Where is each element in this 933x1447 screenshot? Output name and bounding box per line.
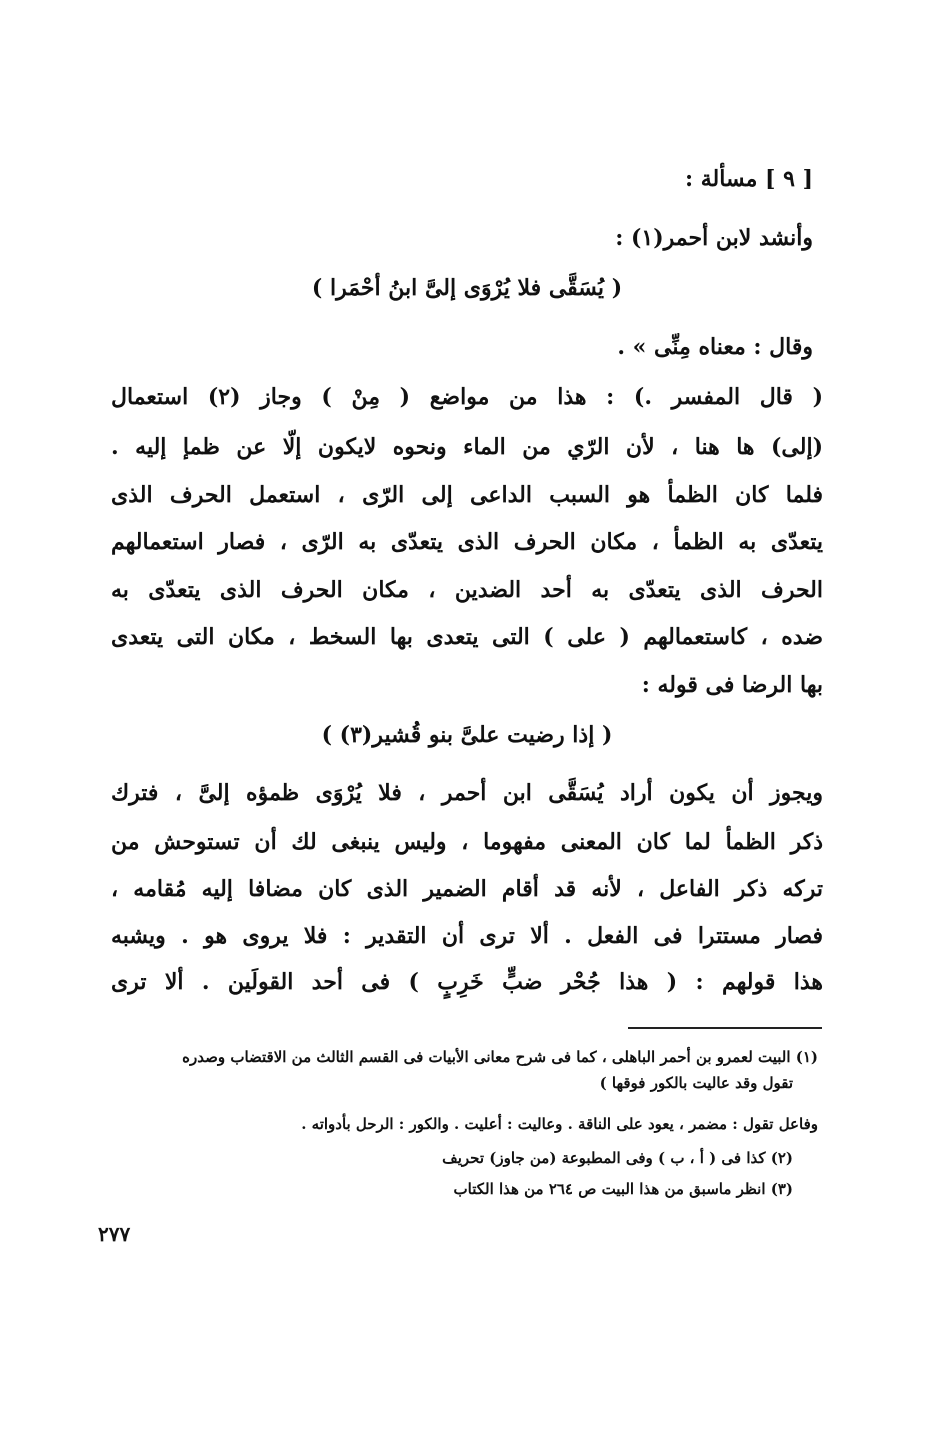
section-heading: [ ٩ ] مسألة : [684,166,813,192]
paragraph-line: فصار مستترا فى الفعل . ألا ترى أن التقدير : فلا يروى هو . ويشبه [111,923,823,949]
said-line: وقال : معناه مِنِّى » . [617,334,813,360]
paragraph-line: تركه ذكر الفاعل ، لأنه قد أقام الضمير الذى كان مضافا إليه مُقامه ، [111,876,823,902]
footnote-line: (٣) انظر ماسبق من هذا البيت ص ٢٦٤ من هذا الكتاب [453,1180,793,1198]
paragraph-line: ( قال المفسر .) : هذا من مواضع ( مِنْ ) وجاز (٢) استعمال [111,384,823,410]
footnote-line: (١) البيت لعمرو بن أحمر الباهلى ، كما فى شرح معانى الأبيات فى القسم الثالث من الاقتضاب وصدره [182,1048,818,1066]
footnote-line: وفاعل تقول : مضمر ، يعود على الناقة . وعاليت : أعليت . والكور : الرحل بأدواته . [301,1115,818,1133]
paragraph-line: بها الرضا فى قوله : [641,672,823,698]
paragraph-line: (إلى) ها هنا ، لأن الرّي من الماء ونحوه لايكون إلّا عن ظمإ إليه . [111,434,823,460]
footnote-divider [628,1027,822,1029]
intro-line: وأنشد لابن أحمر(١) : [615,225,813,251]
paragraph-line: ذكر الظمأ لما كان المعنى مفهوما ، وليس ينبغى لك أن تستوحش من [111,829,823,855]
verse-quote: ( يُسَقَّى فلا يُرْوَى إلىَّ ابنُ أحْمَرا ) [311,275,623,301]
paragraph-line: ويجوز أن يكون أراد يُسَقَّى ابن أحمر ، فلا يُرْوَى ظمؤه إلىَّ ، فترك [111,780,823,806]
paragraph-line: الحرف الذى يتعدّى به أحد الضدين ، مكان الحرف الذى يتعدّى به [111,577,823,603]
paragraph-line: يتعدّى به الظمأ ، مكان الحرف الذى يتعدّى به الرّى ، فصار استعمالهم [111,529,823,555]
paragraph-line: فلما كان الظمأ هو السبب الداعى إلى الرّى ، استعمل الحرف الذى [111,482,823,508]
verse-quote: ( إذا رضيت علىَّ بنو قُشير(٣) ) [321,722,613,748]
footnote-line: تقول وقد عاليت بالكور فوقها ) [599,1074,793,1092]
paragraph-line: هذا قولهم : ( هذا جُحْر ضبٍّ خَرِبٍ ) فى أحد القولَين . ألا ترى [111,969,823,995]
paragraph-line: ضده ، كاستعمالهم ( على ) التى يتعدى بها السخط ، مكان التى يتعدى [111,624,823,650]
footnote-line: (٢) كذا فى ( أ ، ب ) وفى المطبوعة (من جاوز) تحريف [442,1149,793,1167]
page-number: ٢٧٧ [98,1222,131,1246]
